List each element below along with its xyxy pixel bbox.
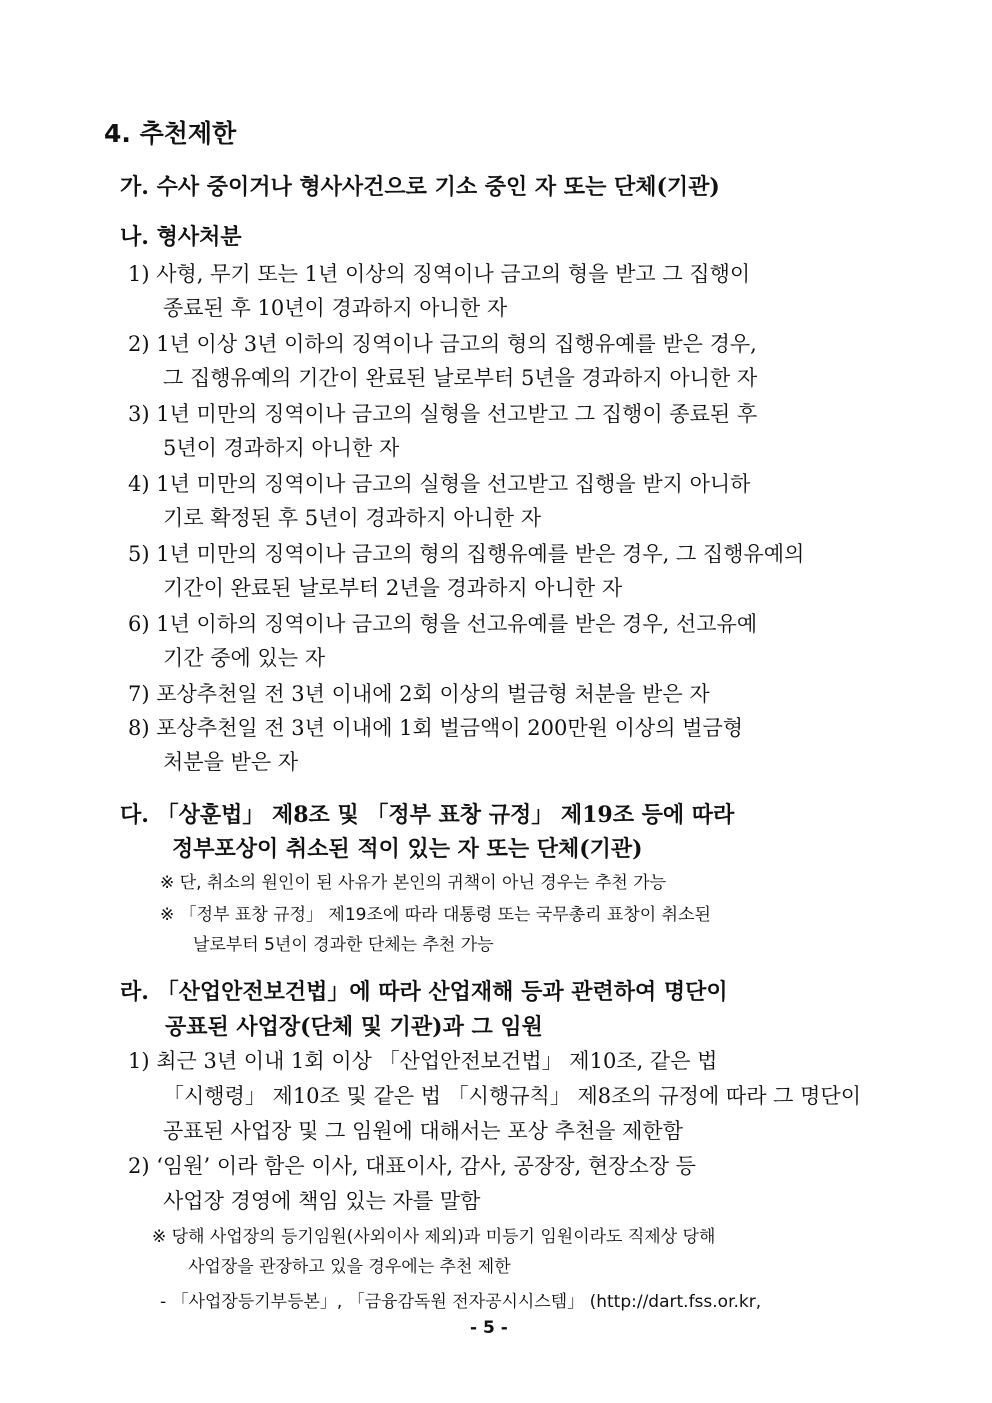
item-da-note2-line2: 날로부터 5년이 경과한 단체는 추천 가능 bbox=[193, 935, 494, 955]
item-na-8-line1: 8) 포상추천일 전 3년 이내에 1회 벌금액이 200만원 이상의 벌금형 bbox=[128, 716, 744, 740]
page-number: - 5 - bbox=[470, 1318, 508, 1338]
item-na-4-line1: 4) 1년 미만의 징역이나 금고의 실형을 선고받고 집행을 받지 아니하 bbox=[128, 472, 751, 496]
item-na-1-line2: 종료된 후 10년이 경과하지 아니한 자 bbox=[163, 296, 508, 320]
item-na-6-line2: 기간 중에 있는 자 bbox=[163, 646, 326, 670]
item-na-2-line1: 2) 1년 이상 3년 이하의 징역이나 금고의 형의 집행유예를 받은 경우, bbox=[128, 332, 757, 356]
item-ra-note-line1: ※ 당해 사업장의 등기임원(사외이사 제외)과 미등기 임원이라도 직제상 당해 bbox=[152, 1227, 716, 1247]
section-title: 4. 추천제한 bbox=[104, 119, 237, 148]
item-da-note2-line1: ※ 「정부 표창 규정」 제19조에 따라 대통령 또는 국무총리 표창이 취소된 bbox=[160, 905, 711, 925]
item-ra-1-line2: 「시행령」 제10조 및 같은 법 「시행규칙」 제8조의 규정에 따라 그 명단이 bbox=[163, 1084, 861, 1108]
item-na-3-line2: 5년이 경과하지 아니한 자 bbox=[163, 436, 400, 460]
item-ra-heading-line2: 공표된 사업장(단체 및 기관)과 그 임원 bbox=[165, 1014, 543, 1040]
item-ra-2-line1: 2) ‘임원’ 이라 함은 이사, 대표이사, 감사, 공장장, 현장소장 등 bbox=[128, 1154, 696, 1178]
item-ra-dash-line: - 「사업장등기부등본」, 「금융감독원 전자공시시스템」 (http://dart.fss.or.kr, bbox=[160, 1292, 762, 1312]
item-da-heading-line1: 다. 「상훈법」 제8조 및 「정부 표창 규정」 제19조 등에 따라 bbox=[120, 802, 735, 828]
item-na-5-line2: 기간이 완료된 날로부터 2년을 경과하지 아니한 자 bbox=[163, 576, 623, 600]
item-na-7-line1: 7) 포상추천일 전 3년 이내에 2회 이상의 벌금형 처분을 받은 자 bbox=[128, 682, 710, 706]
item-ra-2-line2: 사업장 경영에 책임 있는 자를 말함 bbox=[163, 1189, 481, 1213]
item-na-8-line2: 처분을 받은 자 bbox=[163, 750, 299, 774]
item-ga: 가. 수사 중이거나 형사사건으로 기소 중인 자 또는 단체(기관) bbox=[120, 174, 720, 200]
item-na-5-line1: 5) 1년 미만의 징역이나 금고의 형의 집행유예를 받은 경우, 그 집행유예의 bbox=[128, 542, 805, 566]
item-ra-1-line1: 1) 최근 3년 이내 1회 이상 「산업안전보건법」 제10조, 같은 법 bbox=[128, 1049, 718, 1073]
item-na-6-line1: 6) 1년 이하의 징역이나 금고의 형을 선고유예를 받은 경우, 선고유예 bbox=[128, 612, 758, 636]
item-na-3-line1: 3) 1년 미만의 징역이나 금고의 실형을 선고받고 그 집행이 종료된 후 bbox=[128, 402, 758, 426]
item-na-1-line1: 1) 사형, 무기 또는 1년 이상의 징역이나 금고의 형을 받고 그 집행이 bbox=[128, 262, 751, 286]
item-na-4-line2: 기로 확정된 후 5년이 경과하지 아니한 자 bbox=[163, 506, 541, 530]
item-ra-heading-line1: 라. 「산업안전보건법」에 따라 산업재해 등과 관련하여 명단이 bbox=[120, 979, 728, 1005]
item-na-2-line2: 그 집행유예의 기간이 완료된 날로부터 5년을 경과하지 아니한 자 bbox=[163, 366, 758, 390]
item-da-note1: ※ 단, 취소의 원인이 된 사유가 본인의 귀책이 아닌 경우는 추천 가능 bbox=[160, 873, 667, 893]
item-ra-note-line2: 사업장을 관장하고 있을 경우에는 추천 제한 bbox=[188, 1257, 511, 1277]
item-da-heading-line2: 정부포상이 취소된 적이 있는 자 또는 단체(기관) bbox=[172, 836, 643, 862]
item-na-heading: 나. 형사처분 bbox=[120, 224, 242, 250]
item-ra-1-line3: 공표된 사업장 및 그 임원에 대해서는 포상 추천을 제한함 bbox=[163, 1119, 683, 1143]
